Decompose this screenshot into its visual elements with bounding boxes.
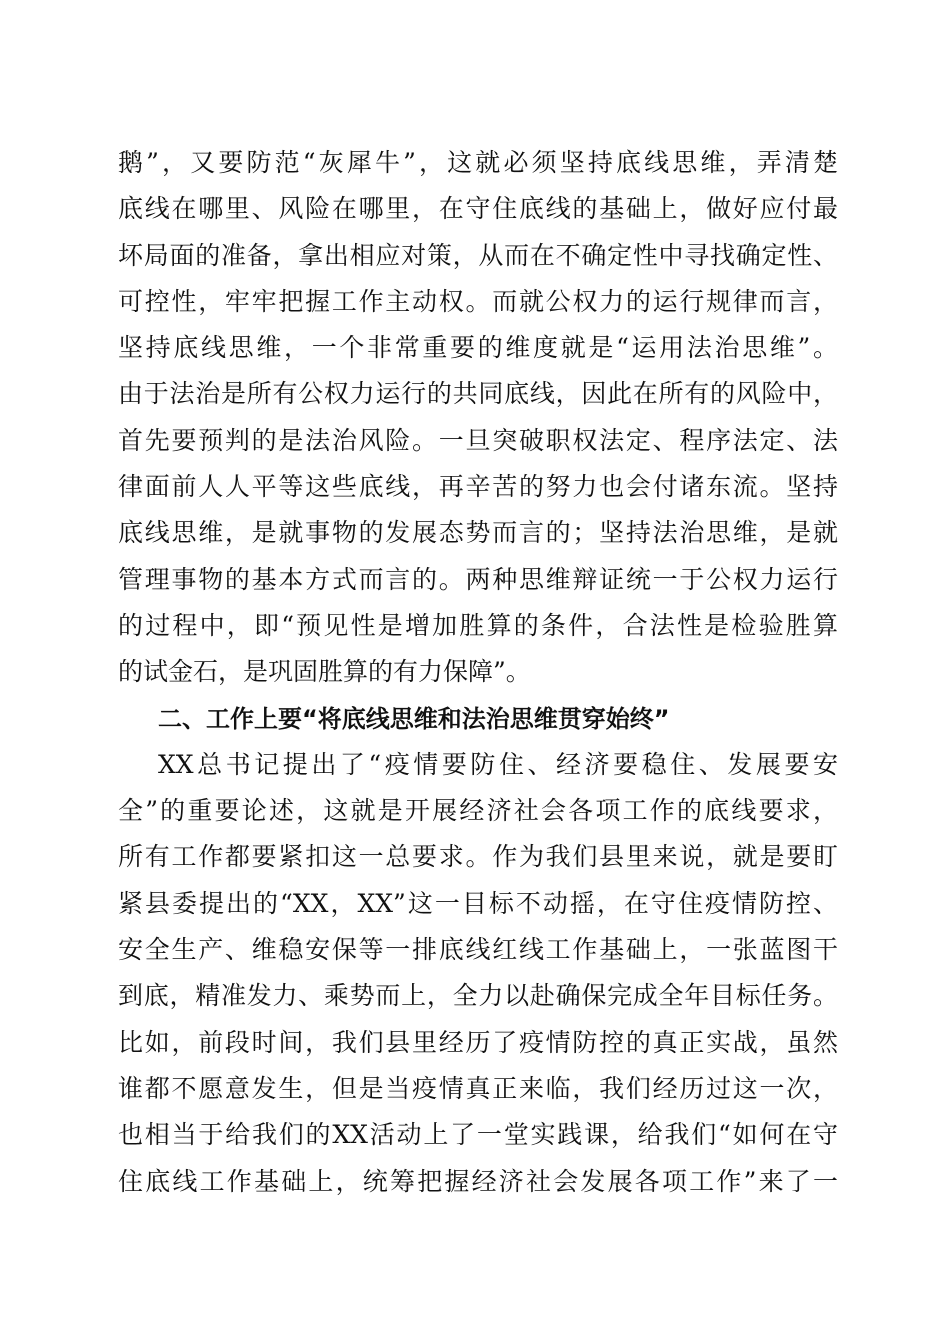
paragraph-line: 所有工作都要紧扣这一总要求。作为我们县里来说，就是要盯 [118,842,838,872]
paragraph-line: XX总书记提出了“疫情要防住、经济要稳住、发展要安 [158,749,838,779]
document-body [118,140,838,1205]
paragraph-line: 也相当于给我们的XX活动上了一堂实践课，给我们“如何在守 [118,1120,838,1150]
paragraph-line: 首先要预判的是法治风险。一旦突破职权法定、程序法定、法 [118,425,838,455]
paragraph-line: 鹅”，又要防范“灰犀牛”，这就必须坚持底线思维，弄清楚 [118,148,838,177]
paragraph-line: 比如，前段时间，我们县里经历了疫情防控的真正实战，虽然 [118,1027,838,1057]
paragraph-line: 住底线工作基础上，统筹把握经济社会发展各项工作”来了一 [118,1166,838,1196]
paragraph-line: 的试金石，是巩固胜算的有力保障”。 [118,657,531,687]
paragraph-line: 坏局面的准备，拿出相应对策，从而在不确定性中寻找确定性、 [118,240,838,270]
paragraph-line: 的过程中，即“预见性是增加胜算的条件，合法性是检验胜算 [118,610,838,640]
paragraph-line: 谁都不愿意发生，但是当疫情真正来临，我们经历过这一次， [118,1073,838,1103]
section-heading: 二、工作上要“将底线思维和法治思维贯穿始终” [158,704,670,733]
paragraph-line: 紧县委提出的“XX，XX”这一目标不动摇，在守住疫情防控、 [118,888,838,918]
paragraph-line: 底线在哪里、风险在哪里，在守住底线的基础上，做好应付最 [118,194,838,224]
paragraph-line: 可控性，牢牢把握工作主动权。而就公权力的运行规律而言， [118,286,838,316]
paragraph-line: 全”的重要论述，这就是开展经济社会各项工作的底线要求， [118,796,838,826]
paragraph-line: 安全生产、维稳安保等一排底线红线工作基础上，一张蓝图干 [118,935,838,965]
paragraph-line: 坚持底线思维，一个非常重要的维度就是“运用法治思维”。 [118,333,838,363]
paragraph-line: 由于法治是所有公权力运行的共同底线，因此在所有的风险中， [118,379,838,409]
paragraph-line: 到底，精准发力、乘势而上，全力以赴确保完成全年目标任务。 [118,981,838,1011]
paragraph-line: 律面前人人平等这些底线，再辛苦的努力也会付诸东流。坚持 [118,472,838,502]
paragraph-line: 管理事物的基本方式而言的。两种思维辩证统一于公权力运行 [118,564,838,594]
paragraph-line: 底线思维，是就事物的发展态势而言的；坚持法治思维，是就 [118,518,838,548]
